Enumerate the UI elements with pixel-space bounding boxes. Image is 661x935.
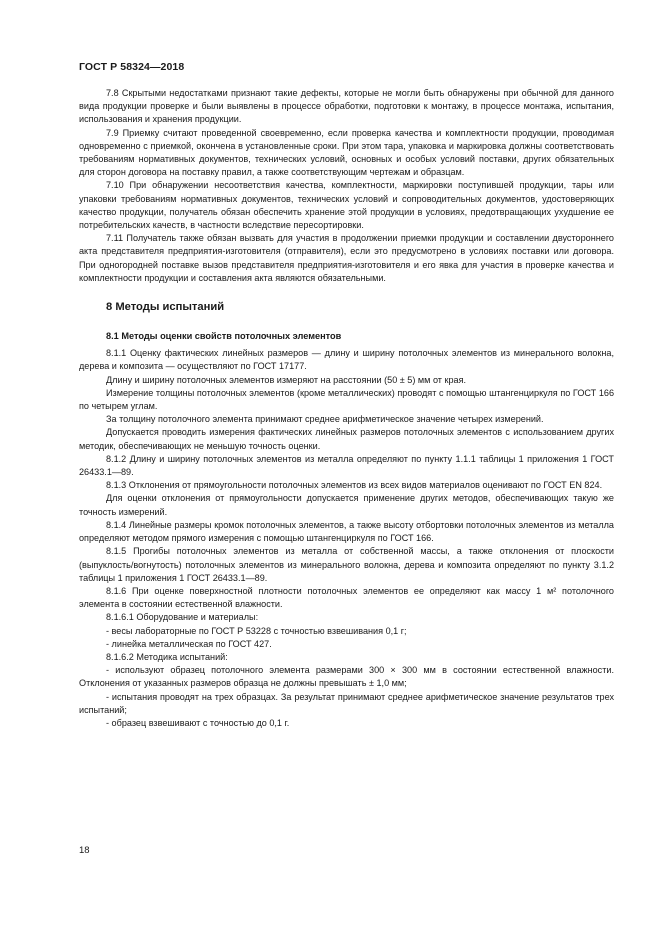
paragraph-8-1-5: 8.1.5 Прогибы потолочных элементов из металла от собственной массы, а также отклонения от плоскости (выпуклость/вогнутость) потолочных элементов из минерального волокна, дерева и композита определяют по пункту 3.1.2 таблицы 1 приложения 1 ГОСТ 26433.1—89. [79,546,614,583]
paragraph-length-width: Длину и ширину потолочных элементов измеряют на расстоянии (50 ± 5) мм от края. [106,374,467,385]
subsection-title: 8.1 Методы оценки свойств потолочных элементов [106,331,342,342]
paragraph-thickness: Измерение толщины потолочных элементов (кроме металлических) проводят с помощью штангенциркуля по ГОСТ 166 по четырем углам. [79,387,614,412]
paragraph-thickness-average: За толщину потолочного элемента принимают среднее арифметическое значение четырех измерений. [106,414,544,425]
section-title: 8 Методы испытаний [106,301,225,314]
list-item-scales: - весы лабораторные по ГОСТ Р 53228 с точностью взвешивания 0,1 г; [106,625,407,636]
paragraph-8-1-2: 8.1.2 Длину и ширину потолочных элементов из металла определяют по пункту 1.1.1 таблицы 1 приложения 1 ГОСТ 26433.1—89. [79,453,614,478]
paragraph-8-1-6: 8.1.6 При оценке поверхностной плотности потолочных элементов ее определяют как массу 1 м² потолочного элемента в состоянии естественной влажности. [79,585,614,610]
list-item-ruler: - линейка металлическая по ГОСТ 427. [106,638,272,649]
paragraph-7-11: 7.11 Получатель также обязан вызвать для участия в продолжении приемки продукции и составлении двустороннего акта представителя предприятия-изготовителя (отправителя), если это предусмотрено в условиях поставки или договора. При одногородней поставке вызов представителя предприятия-изготовителя и его явка для участия в проверке качества и комплектности продукции и составления акта являются обязательными. [79,233,614,283]
paragraph-7-10: 7.10 При обнаружении несоответствия качества, комплектности, маркировки поступившей продукции, тары или упаковки требованиям нормативных документов, технических условий и сопроводительных документов, удостоверяющих качество продукции, получатель обязан обеспечить хранение этой продукции в условиях, предотвращающих ухудшение ее потребительских качеств, в частности вследствие пересортировки. [79,180,614,231]
paragraph-8-1-3: 8.1.3 Отклонения от прямоугольности потолочных элементов из всех видов материалов оценивают по ГОСТ EN 824. [106,480,603,491]
paragraph-7-9: 7.9 Приемку считают проведенной своевременно, если проверка качества и комплектности продукции, проводимая одновременно с приемкой, окончена в установленные сроки. При этом тара, упаковка и маркировка должны соответствовать требованиям нормативных документов, технических условий, основных и особых условий поставки, других обязательных для сторон договора на поставку правил, а также соответствующим чертежам и образцам. [79,127,614,178]
paragraph-8-1-4: 8.1.4 Линейные размеры кромок потолочных элементов, а также высоту отбортовки потолочных элементов из металла определяют методом прямого измерения с помощью штангенциркуля по ГОСТ 166. [79,519,614,544]
document-body [79,87,614,730]
page-number: 18 [79,845,90,856]
paragraph-8-1-1: 8.1.1 Оценку фактических линейных размеров — длину и ширину потолочных элементов из минерального волокна, дерева и композита — осуществляют по ГОСТ 17177. [79,348,614,372]
document-header: ГОСТ Р 58324—2018 [79,61,185,73]
paragraph-8-1-6-2: 8.1.6.2 Методика испытаний: [106,651,228,662]
paragraph-rectangularity: Для оценки отклонения от прямоугольности допускается применение других методов, обеспечивающих такую же точность измерений. [79,493,614,517]
list-item-sample: - используют образец потолочного элемента размерами 300 × 300 мм в состоянии естественной влажности. Отклонения от указанных размеров образца не должны превышать ± 1,0 мм; [79,665,614,689]
list-item-three-samples: - испытания проводят на трех образцах. За результат принимают среднее арифметическое значение результатов трех испытаний; [79,691,614,715]
paragraph-other-methods: Допускается проводить измерения фактических линейных размеров потолочных элементов с использованием других методик, обеспечивающих не меньшую точность оценки. [79,427,614,451]
paragraph-8-1-6-1: 8.1.6.1 Оборудование и материалы: [106,612,259,623]
list-item-weighing: - образец взвешивают с точностью до 0,1 г. [106,717,290,728]
paragraph-7-8: 7.8 Скрытыми недостатками признают такие дефекты, которые не могли быть обнаружены при обычной для данного вида продукции проверке и были выявлены в процессе обработки, подготовки к монтажу, в процессе монтажа, испытания, использования и хранения продукции. [79,88,614,125]
